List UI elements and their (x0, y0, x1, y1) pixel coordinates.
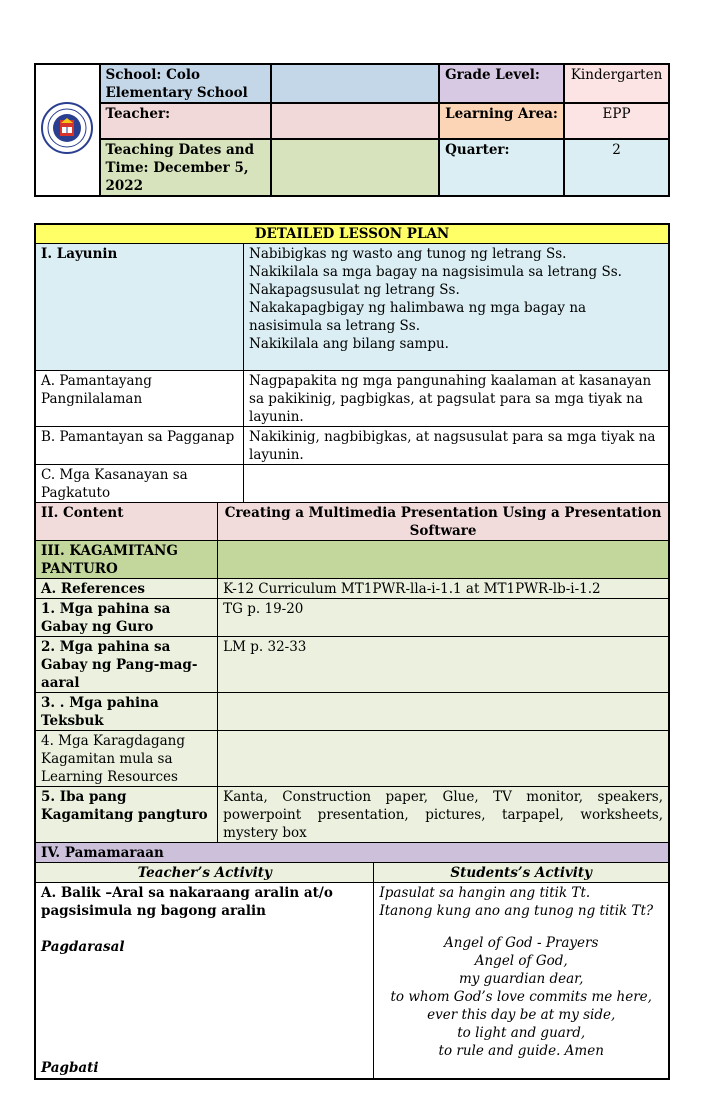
pang-mag-aaral-text: LM p. 32-33 (218, 637, 669, 693)
kasanayan-text (244, 465, 669, 503)
iba-pang-label: 5. Iba pang Kagamitang pangturo (35, 787, 218, 843)
students-activity-cell (374, 883, 669, 1079)
karagdagang-label: 4. Mga Karagdagang Kagamitan mula sa Learning Resources (35, 731, 218, 787)
plan-title: DETAILED LESSON PLAN (35, 224, 669, 244)
content-text: Creating a Multimedia Presentation Using a Presentation Software (218, 503, 669, 541)
student-line-2: Itanong kung ano ang tunog ng titik Tt? (379, 903, 654, 919)
teksbuk-label: 3. . Mga pahina Teksbuk (35, 693, 218, 731)
teacher-value-cell (271, 103, 439, 139)
school-value-cell (271, 64, 439, 103)
kasanayan-label: C. Mga Kasanayan sa Pagkatuto (35, 465, 244, 503)
grade-level-value: Kindergarten (564, 64, 669, 103)
balik-aral-text: A. Balik –Aral sa nakaraang aralin at/o pagsisimula ng bagong aralin (41, 885, 333, 919)
pang-mag-aaral-label: 2. Mga pahina sa Gabay ng Pang-mag-aaral (35, 637, 218, 693)
kagamitan-value (218, 541, 669, 579)
teacher-cell: Teacher: (100, 103, 271, 139)
pagbati-text: Pagbati (41, 1059, 99, 1076)
pamantayang-label: A. Pamantayang Pangnilalaman (35, 371, 244, 427)
students-activity-header: Students’s Activity (374, 863, 669, 883)
grade-level-label: Grade Level: (439, 64, 564, 103)
quarter-value: 2 (564, 139, 669, 196)
learning-area-label: Learning Area: (439, 103, 564, 139)
learning-area-value: EPP (564, 103, 669, 139)
pamamaraan-label: IV. Pamamaraan (35, 843, 669, 863)
angel-of-god-prayer: Angel of God - Prayers Angel of God, my guardian dear, to whom God’s love commits me here, ever this day be at my side, to light and guard, to rule and guide. Amen (390, 935, 652, 1059)
karagdagang-text (218, 731, 669, 787)
teaching-dates-value-cell (271, 139, 439, 196)
header-table (34, 63, 670, 197)
references-label: A. References (35, 579, 218, 599)
pamantayang-text: Nagpapakita ng mga pangunahing kaalaman at kasanayan sa pakikinig, pagbigkas, at pagsulat para sa mga tiyak na layunin. (244, 371, 669, 427)
layunin-label: I. Layunin (35, 244, 244, 371)
content-label: II. Content (35, 503, 218, 541)
logo-cell (35, 64, 100, 196)
kagamitan-label: III. KAGAMITANG PANTURO (35, 541, 218, 579)
quarter-label: Quarter: (439, 139, 564, 196)
references-text: K-12 Curriculum MT1PWR-lla-i-1.1 at MT1PWR-lb-i-1.2 (218, 579, 669, 599)
layunin-text: Nabibigkas ng wasto ang tunog ng letrang Ss. Nakikilala sa mga bagay na nagsisimula sa letrang Ss. Nakapagsusulat ng letrang Ss. Nakakapagbigay ng halimbawa ng mga bagay na nasisimula sa letrang Ss. Nakikilala ang bilang sampu. (244, 244, 669, 371)
teaching-dates-cell: Teaching Dates and Time: December 5, 2022 (100, 139, 271, 196)
lesson-plan-table (34, 223, 670, 1080)
pagganap-text: Nakikinig, nagbibigkas, at nagsusulat para sa mga tiyak na layunin. (244, 427, 669, 465)
teacher-activity-header: Teacher’s Activity (35, 863, 374, 883)
guro-label: 1. Mga pahina sa Gabay ng Guro (35, 599, 218, 637)
school-cell: School: Colo Elementary School (100, 64, 271, 103)
deped-seal-icon (40, 101, 94, 155)
pagganap-label: B. Pamantayan sa Pagganap (35, 427, 244, 465)
teacher-activity-cell (35, 883, 374, 1079)
student-line-1: Ipasulat sa hangin ang titik Tt. (379, 885, 591, 901)
teksbuk-text (218, 693, 669, 731)
guro-text: TG p. 19-20 (218, 599, 669, 637)
pagdarasal-text: Pagdarasal (41, 939, 125, 955)
iba-pang-text: Kanta, Construction paper, Glue, TV monitor, speakers, powerpoint presentation, pictures, tarpapel, worksheets, mystery box (218, 787, 669, 843)
